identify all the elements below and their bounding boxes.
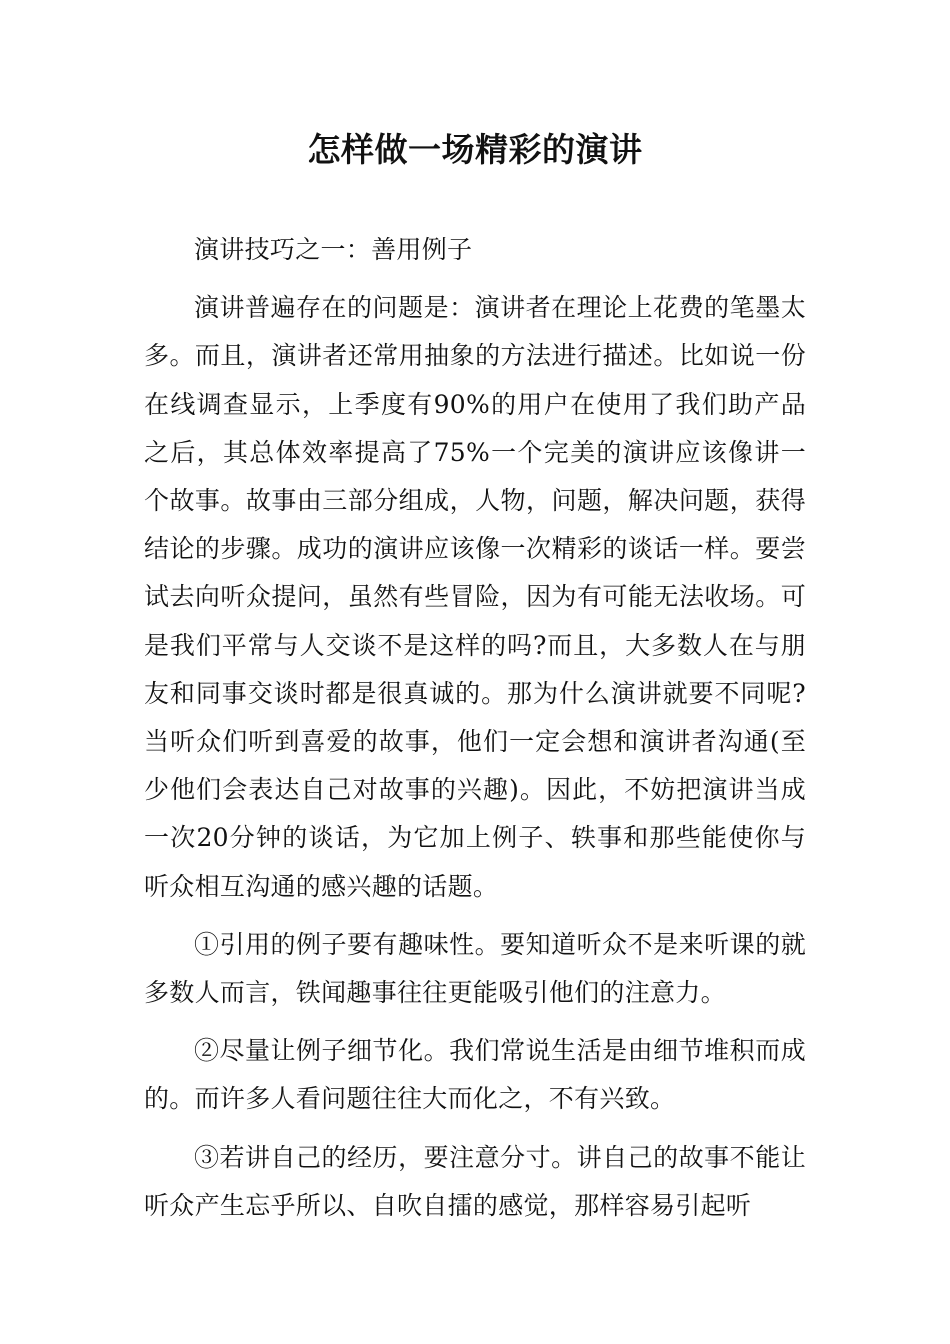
list-item-paragraph: ①引用的例子要有趣味性。要知道听众不是来听课的就多数人而言，铁闻趣事往往更能吸引他们的注意力。	[144, 929, 806, 1008]
list-item-paragraph: ②尽量让例子细节化。我们常说生活是由细节堆积而成的。而许多人看问题往往大而化之，不有兴致。	[144, 1036, 806, 1114]
body-paragraph: 演讲普遍存在的问题是：演讲者在理论上花费的笔墨太多。而且，演讲者还常用抽象的方法进行描述。比如说一份在线调查显示，上季度有90%的用户在使用了我们助产品之后，其总体效率提高了75%一个完美的演讲应该像讲一个故事。故事由三部分组成，人物，问题，解决问题，获得结论的步骤。成功的演讲应该像一次精彩的谈话一样。要尝试去向听众提问，虽然有些冒险，因为有可能无法收场。可是我们平常与人交谈不是这样的吗?而且，大多数人在与朋友和同事交谈时都是很真诚的。那为什么演讲就要不同呢?当听众们听到喜爱的故事，他们一定会想和演讲者沟通(至少他们会表达自己对故事的兴趣)。因此，不妨把演讲当成一次20分钟的谈话，为它加上例子、轶事和那些能使你与听众相互沟通的感兴趣的话题。	[144, 293, 806, 901]
document-title: 怎样做一场精彩的演讲	[307, 130, 643, 169]
document-body	[144, 226, 806, 1240]
list-item-paragraph: ③若讲自己的经历，要注意分寸。讲自己的故事不能让听众产生忘乎所以、自吹自擂的感觉，那样容易引起听	[144, 1142, 806, 1220]
section-heading-paragraph: 演讲技巧之一：善用例子	[194, 235, 473, 264]
